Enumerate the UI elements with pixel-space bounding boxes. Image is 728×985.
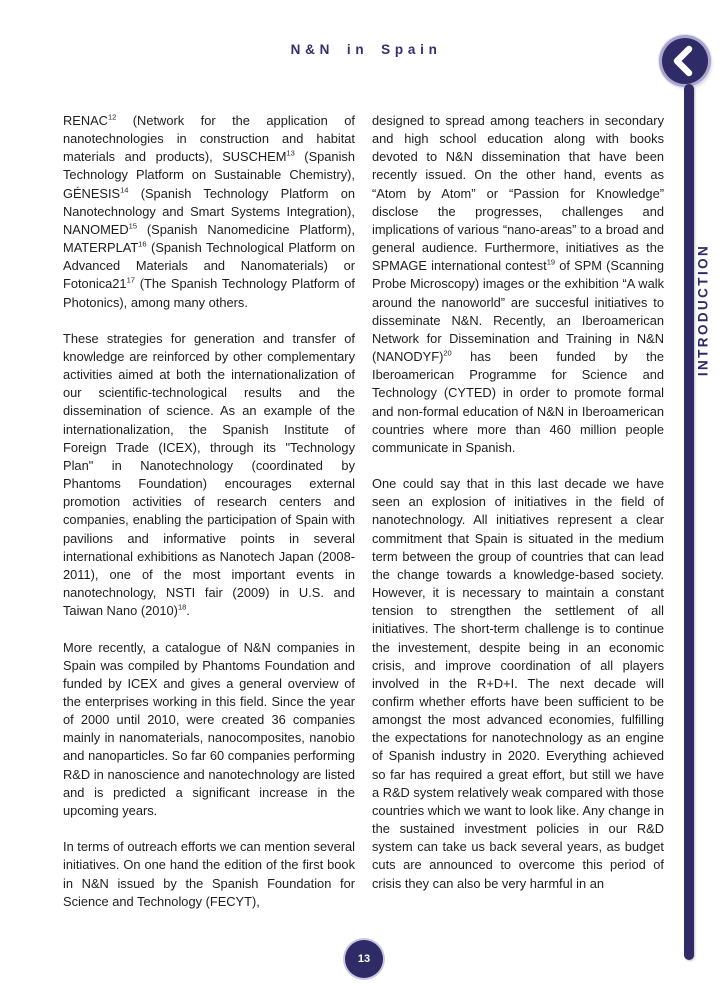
paragraph: RENAC$^{12}$ (Network for the application of nanotechnologies in construction and habitat materials and products), SUSCHEM$^{13}$ (Spanish Technology Platform on Sustainable Chemistry), GÉNESIS$^{14}$ (Spanish Technology Platform on Nanotechnology and Smart Systems Integration), NANOMED$^{15}$ (Spanish Nanomedicine Platform), MATERPLAT$^{16}$ (Spanish Technological Platform on Advanced Materials and Nanomaterials) or $Fotonica21^{17}$ (The Spanish Technology Platform of Photonics), among many others.	[63, 112, 355, 310]
right-column	[372, 112, 664, 893]
section-side-bar	[684, 84, 694, 960]
section-label: INTRODUCTION	[695, 243, 711, 377]
left-column	[63, 112, 355, 911]
paragraph: One could say that in this last decade we have seen an explosion of initiatives in the field of nanotechnology. All initiatives represent a clear commitment that Spain is situated in the medium term between the group of countries that can lead the change towards a knowledge-based society. However, it is necessary to maintain a constant tension to strengthen the settlement of all initiatives. The short-term challenge is to continue the investement, despite being in an economic crisis, and improve coordination of all players involved in the R+D+I. The next decade will confirm whether efforts have been sufficient to be amongst the most advanced economies, fulfilling the expectations for nanotechnology as an engine of Spanish industry in 2020. Everything achieved so far has required a great effort, but still we have a R&D system relatively weak compared with those countries which we want to look like. Any change in the sustained investment policies in our R&D system can take us back several years, as budget cuts are announced to overcome this period of crisis they can also be very harmful in an	[372, 476, 664, 891]
paragraph: These strategies for generation and transfer of knowledge are reinforced by other complementary activities aimed at both the internationalization of our scientific-technological results and the dissemination of science. As an example of the internationalization, the Spanish Institute of Foreign Trade (ICEX), through its "Technology Plan" in Nanotechnology (coordinated by Phantoms Foundation) encourages external promotion activities of research centers and companies, enabling the participation of Spain with pavilions and informative points in several international exhibitions as Nanotech Japan (2008-2011), one of the most important events in nanotechnology, NSTI fair (2009) in U.S. and Taiwan Nano $(2010)^{18}$.	[63, 330, 355, 619]
chevron-left-icon	[662, 38, 708, 84]
back-button[interactable]	[662, 38, 708, 84]
paragraph: More recently, a catalogue of N&N companies in Spain was compiled by Phantoms Foundation and funded by ICEX and gives a general overview of the enterprises working in this field. Since the year of 2000 until 2010, were created 36 companies mainly in nanomaterials, nanocomposites, nanobio and nanoparticles. So far 60 companies performing R&D in nanoscience and nanotechnology are listed and is predicted a significant increase in the upcoming years.	[63, 639, 355, 818]
page-number: 13	[345, 940, 383, 978]
paragraph: In terms of outreach efforts we can mention several initiatives. On one hand the edition of the first book in N&N issued by the Spanish Foundation for Science and Technology (FECYT),	[63, 839, 355, 909]
paragraph: designed to spread among teachers in secondary and high school education along with books devoted to N&N dissemination that have been recently issued. On the other hand, events as “Atom by Atom” or “Passion for Knowledge” disclose the progresses, challenges and implications of various “nano-areas” to a broad and general audience. Furthermore, initiatives as the SPMAGE international contest$^{19}$ of SPM (Scanning Probe Microscopy) images or the exhibition “A walk around the nanoworld” are succesful initiatives to disseminate N&N. Recently, an Iberoamerican Network for Dissemination and Training in N&N (NANODYF)$^{20}$ has been funded by the Iberoamerican Programme for Science and Technology (CYTED) in order to promote formal and non-formal education of N&N in Iberoamerican countries where more than 460 million people communicate in Spanish.	[372, 113, 664, 455]
running-header: N & N i n S p a i n	[290, 42, 438, 57]
